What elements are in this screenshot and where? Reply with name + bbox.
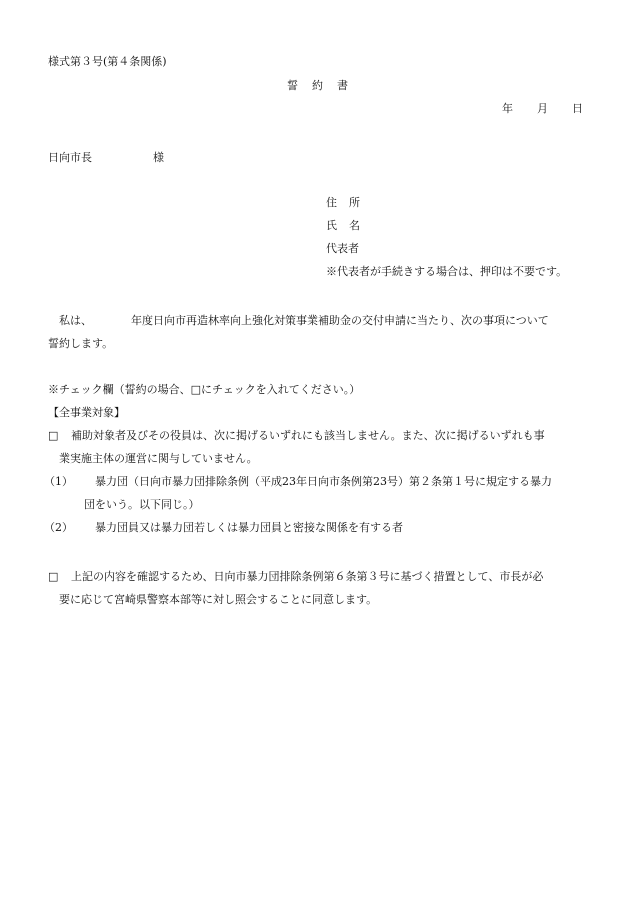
sub-item-line-2: 団をいう。以下同じ。）	[84, 498, 200, 511]
check-note: ※チェック欄（誓約の場合、□にチェックを入れてください。）	[48, 383, 361, 396]
date-day-label: 日	[572, 102, 583, 115]
pledge-item-line-1: 上記の内容を確認するため、日向市暴力団排除条例第６条第３号に基づく措置として、市長が必	[71, 570, 544, 583]
form-number: 様式第３号(第４条関係)	[48, 55, 167, 68]
intro-line-2: 誓約します。	[48, 337, 114, 350]
date-year-label: 年	[502, 102, 513, 115]
seal-note: ※代表者が手続きする場合は、押印は不要です。	[326, 265, 568, 278]
section-heading: 【全事業対象】	[48, 406, 125, 419]
pledge-item-line-2: 要に応じて宮崎県警察本部等に対し照会することに同意します。	[59, 593, 378, 606]
pledge-checkbox[interactable]: □	[48, 429, 59, 442]
sub-item-number: （1）	[44, 475, 73, 488]
name-label: 氏名	[326, 219, 372, 232]
sub-item-line-1: 暴力団（日向市暴力団排除条例（平成23年日向市条例第23号）第２条第１号に規定する暴力	[95, 475, 552, 488]
addressee-honorific: 様	[153, 151, 164, 164]
date-month-label: 月	[537, 102, 548, 115]
sub-item-line-1: 暴力団員又は暴力団若しくは暴力団員と密接な関係を有する者	[95, 521, 403, 534]
intro-prefix: 私は、	[59, 314, 92, 327]
intro-line-1: 年度日向市再造林率向上強化対策事業補助金の交付申請に当たり、次の事項について	[131, 314, 549, 327]
document-title: 誓約書	[287, 79, 362, 92]
pledge-checkbox[interactable]: □	[48, 570, 59, 583]
pledge-item-line-2: 業実施主体の運営に関与していません。	[59, 452, 258, 465]
representative-label: 代表者	[326, 242, 359, 255]
addressee-name: 日向市長	[48, 151, 92, 164]
pledge-item-line-1: 補助対象者及びその役員は、次に掲げるいずれにも該当しません。また、次に掲げるいずれも事	[71, 429, 545, 442]
address-label: 住所	[326, 196, 372, 209]
sub-item-number: （2）	[44, 521, 73, 534]
